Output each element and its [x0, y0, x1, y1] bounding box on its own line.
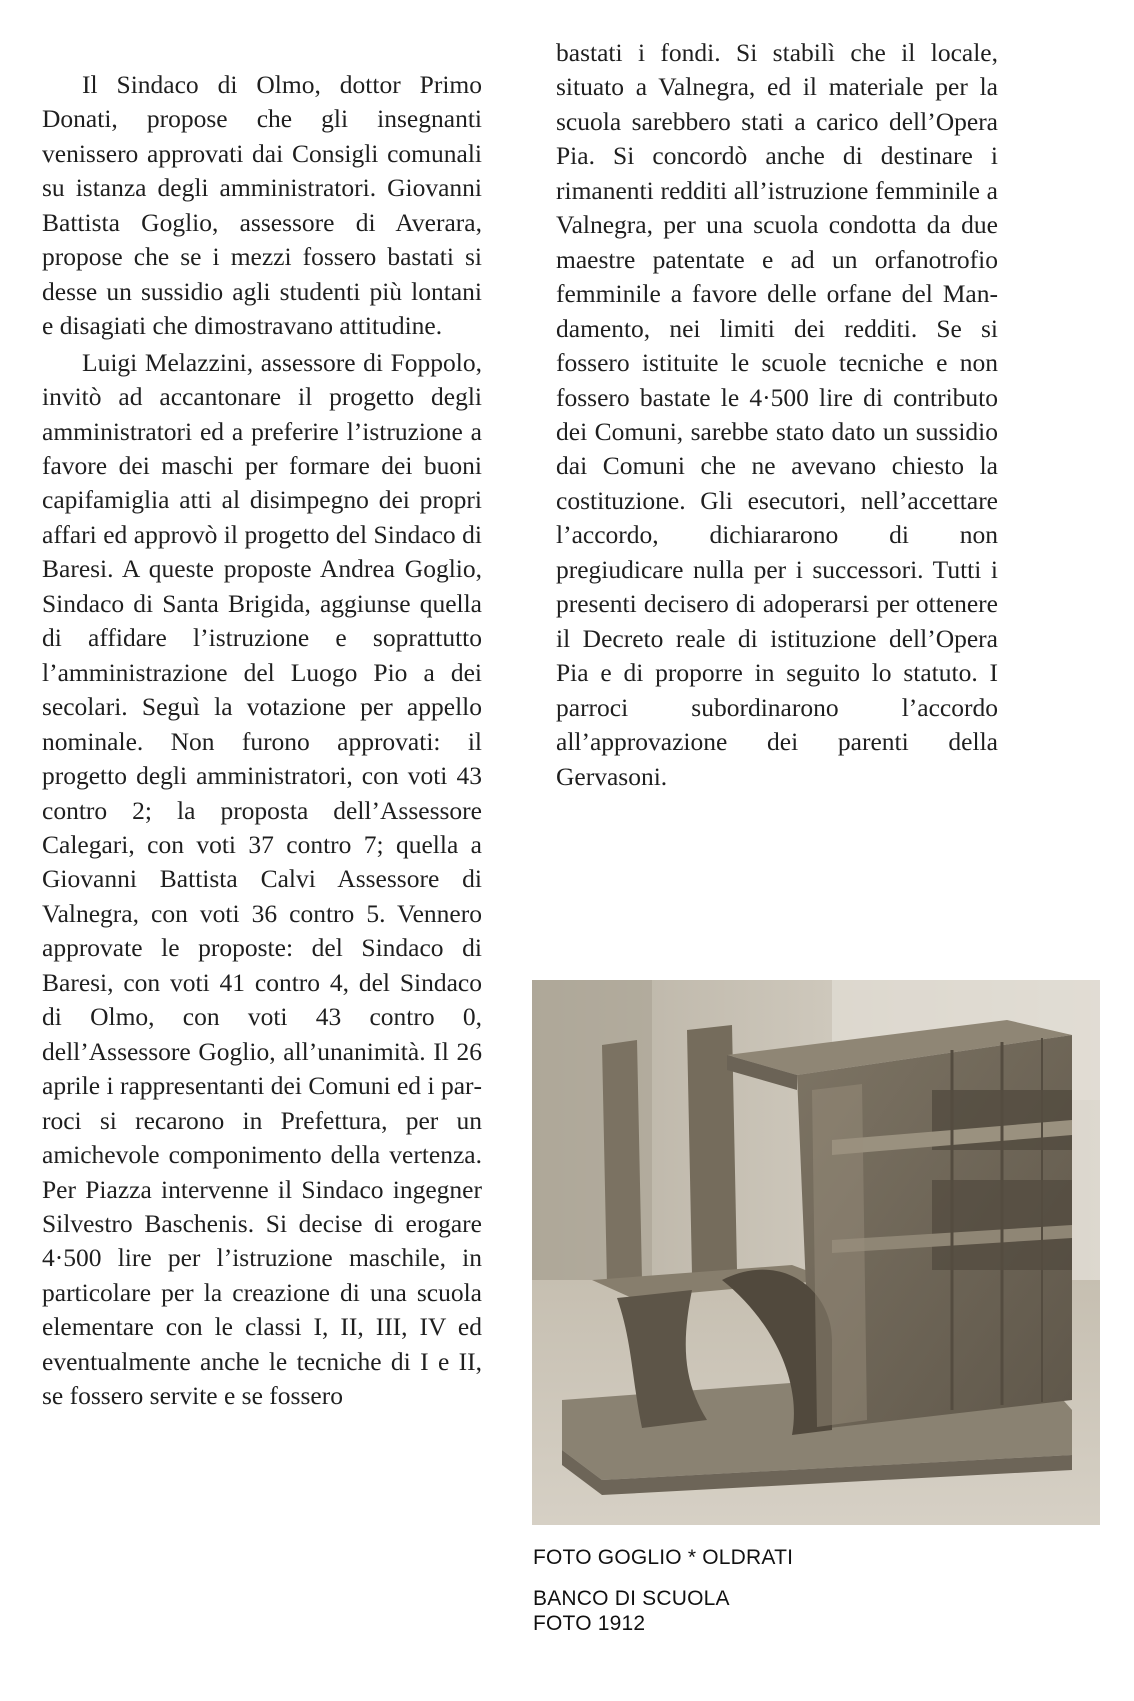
paragraph: Il Sindaco di Olmo, dottor Primo Donati, propose che gli insegnanti venissero approvati dai Consigli comunali su istanza degli amministratori. Giovanni Battista Goglio, assessore di Averara, propose che se i mezzi fossero bastati si desse un sussidio agli studenti più lontani e disagiati che dimostravano attitudine.	[42, 70, 482, 341]
left-text-column	[42, 68, 482, 1414]
right-text-column	[556, 36, 998, 794]
paragraph: Luigi Melazzini, assessore di Foppolo, invitò ad accantonare il progetto degli amministratori ed a preferire l’istruzione a favore dei maschi per formare dei buoni capifamiglia atti al disimpegno dei propri affari ed approvò il progetto del Sindaco di Baresi. A queste proposte Andrea Goglio, Sindaco di Santa Brigida, aggiunse quella di affidare l’istruzione e soprattutto l’amministrazione del Luogo Pio a dei secolari. Seguì la votazione per appello nominale. Non furono approvati: il progetto degli amministratori, con voti 43 contro 2; la proposta dell’Assessore Calegari, con voti 37 contro 7; quella a Giovanni Battista Calvi Assessore di Valnegra, con voti 36 contro 5. Vennero approvate le proposte: del Sindaco di Baresi, con voti 41 contro 4, del Sindaco di Olmo, con voti 43 contro 0, dell’Assessore Goglio, all’unanimità. Il 26 aprile i rappresentanti dei Comuni ed i parroci si recarono in Prefettura, per un amichevole componimento della vertenza. Per Piazza intervenne il Sindaco ingegner Silvestro Baschenis. Si decise di erogare 4·500 lire per l’istruzione maschile, in particolare per la creazione di una scuola elementare con le classi I, II, III, IV ed eventualmente anche le tecniche di I e II, se fossero servite e se fossero	[42, 347, 482, 1411]
seat-back-left	[602, 1040, 642, 1285]
photo-credit: FOTO GOGLIO * OLDRATI	[533, 1546, 794, 1569]
photo-caption-year: FOTO 1912	[533, 1612, 646, 1635]
school-desk-illustration	[532, 980, 1100, 1525]
photo-caption-title: BANCO DI SCUOLA	[533, 1587, 730, 1610]
school-desk-photo	[532, 980, 1100, 1525]
paragraph: bastati i fondi. Si stabilì che il locale, situato a Valnegra, ed il materiale per la scuola sarebbero stati a carico dell’Opera Pia. Si concordò anche di destinare i rimanenti redditi all’istruzione femminile a Valnegra, per una scuola condotta da due maestre patentate e ad un orfanotrofio femminile a favore delle orfane del Mandamento, nei limiti dei redditi. Se si fossero istituite le scuole tecniche e non fossero bastate le 4·500 lire di contributo dei Comuni, sarebbe stato dato un sussidio dai Comuni che ne avevano chiesto la costituzione. Gli esecutori, nell’accettare l’accordo, dichiararono di non pregiudicare nulla per i successori. Tutti i presenti decisero di adoperarsi per ottenere il Decreto reale di istituzione dell’Opera Pia e di proporre in seguito lo statuto. I parroci subordinarono l’accordo all’approvazione dei parenti della Gervasoni.	[556, 38, 998, 791]
